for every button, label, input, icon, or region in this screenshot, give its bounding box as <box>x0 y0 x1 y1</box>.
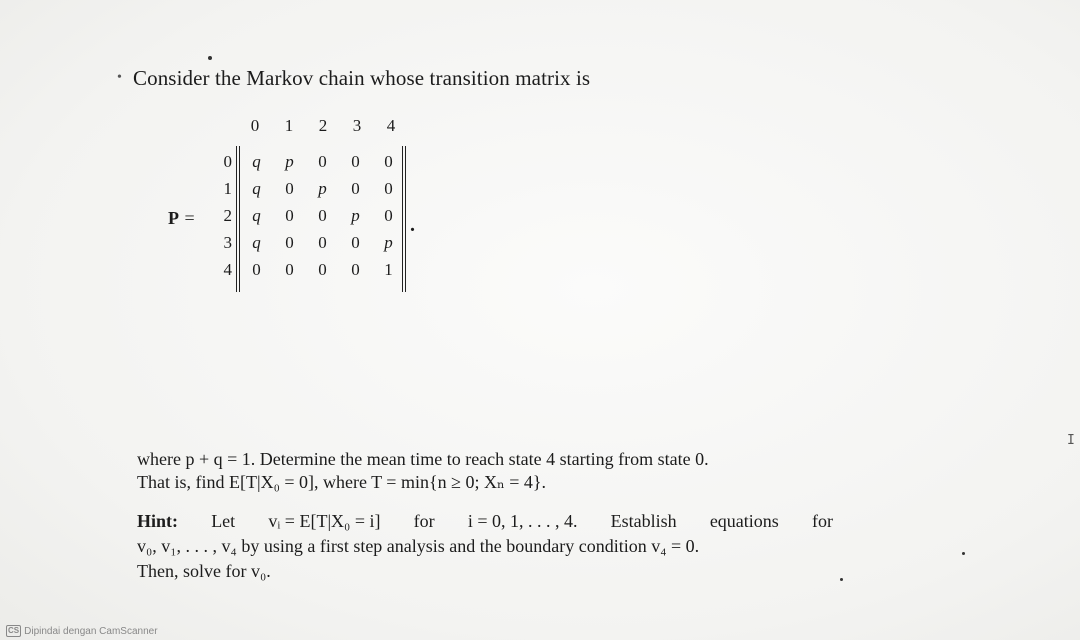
camscanner-logo-icon: CS <box>8 626 20 635</box>
matrix-cell: q <box>252 233 261 252</box>
scan-speck <box>208 56 212 60</box>
scan-speck <box>962 552 965 555</box>
hint-label: Hint: <box>137 511 179 531</box>
matrix-cell: 0 <box>285 260 294 279</box>
matrix-row <box>240 229 410 256</box>
column-header: 3 <box>352 116 362 135</box>
column-header: 0 <box>250 116 260 135</box>
matrix-cell: 0 <box>351 233 360 252</box>
matrix-cell: 0 <box>318 260 327 279</box>
matrix-cell: 0 <box>318 206 327 225</box>
row-label: 2 <box>223 206 232 225</box>
camscanner-watermark <box>6 625 158 637</box>
watermark-text: Dipindai dengan CamScanner <box>24 625 158 637</box>
hint-word: for <box>811 511 833 531</box>
matrix-cell: q <box>252 152 261 171</box>
matrix-cell: p <box>285 152 294 171</box>
row-label: 3 <box>223 233 232 252</box>
matrix-label <box>168 208 195 229</box>
scan-speck <box>840 578 843 581</box>
hint-word: i = 0, 1, . . . , 4. <box>467 511 578 531</box>
matrix-cell: 0 <box>285 206 294 225</box>
row-label: 4 <box>223 260 232 279</box>
hint-line-3: Then, solve for v₀. <box>137 561 271 581</box>
matrix-cell: 0 <box>351 260 360 279</box>
matrix-cell: q <box>252 179 261 198</box>
matrix-cell: 0 <box>318 152 327 171</box>
row-label: 1 <box>223 179 232 198</box>
matrix-cell: 0 <box>285 179 294 198</box>
matrix-cell: 0 <box>351 152 360 171</box>
matrix-cell: 0 <box>318 233 327 252</box>
hint-block <box>137 509 833 584</box>
column-header: 4 <box>386 116 396 135</box>
hint-word: for <box>413 511 435 531</box>
matrix-cell: 0 <box>252 260 261 279</box>
matrix-cell: 0 <box>285 233 294 252</box>
matrix-period: . <box>410 214 415 236</box>
matrix-cell: p <box>384 233 393 252</box>
matrix-column-headers <box>238 116 408 136</box>
problem-line-1: where p + q = 1. Determine the mean time to reach state 4 starting from state 0. <box>137 449 709 469</box>
hint-word: equations <box>709 511 779 531</box>
hint-line-2: v₀, v₁, . . . , v₄ by using a first step analysis and the boundary condition v₄ = 0. <box>137 536 700 556</box>
matrix-row-labels <box>212 148 232 283</box>
hint-word: Let <box>211 511 236 531</box>
matrix-cell: 0 <box>384 152 393 171</box>
bullet-mark: • <box>117 70 122 85</box>
matrix-cell: 0 <box>384 179 393 198</box>
matrix-cell: 1 <box>384 260 393 279</box>
column-header: 1 <box>284 116 294 135</box>
matrix-cell: p <box>318 179 327 198</box>
text-cursor-icon: I <box>1067 433 1075 448</box>
row-label: 0 <box>223 152 232 171</box>
matrix-cell: p <box>351 206 360 225</box>
hint-word: Establish <box>610 511 677 531</box>
hint-word: vᵢ = E[T|X₀ = i] <box>268 511 381 531</box>
transition-matrix <box>240 148 410 283</box>
matrix-row <box>240 175 410 202</box>
matrix-row <box>240 148 410 175</box>
matrix-cell: 0 <box>384 206 393 225</box>
matrix-row <box>240 256 410 283</box>
matrix-name: P <box>168 208 179 228</box>
hint-line-1 <box>137 509 833 534</box>
matrix-row <box>240 202 410 229</box>
matrix-equals: = <box>184 208 195 228</box>
matrix-cell: 0 <box>351 179 360 198</box>
matrix-cell: q <box>252 206 261 225</box>
column-header: 2 <box>318 116 328 135</box>
problem-line-2: That is, find E[T|X₀ = 0], where T = min{n ≥ 0; Xₙ = 4}. <box>137 472 547 492</box>
intro-text: Consider the Markov chain whose transition matrix is <box>133 66 591 90</box>
problem-statement <box>137 448 709 494</box>
